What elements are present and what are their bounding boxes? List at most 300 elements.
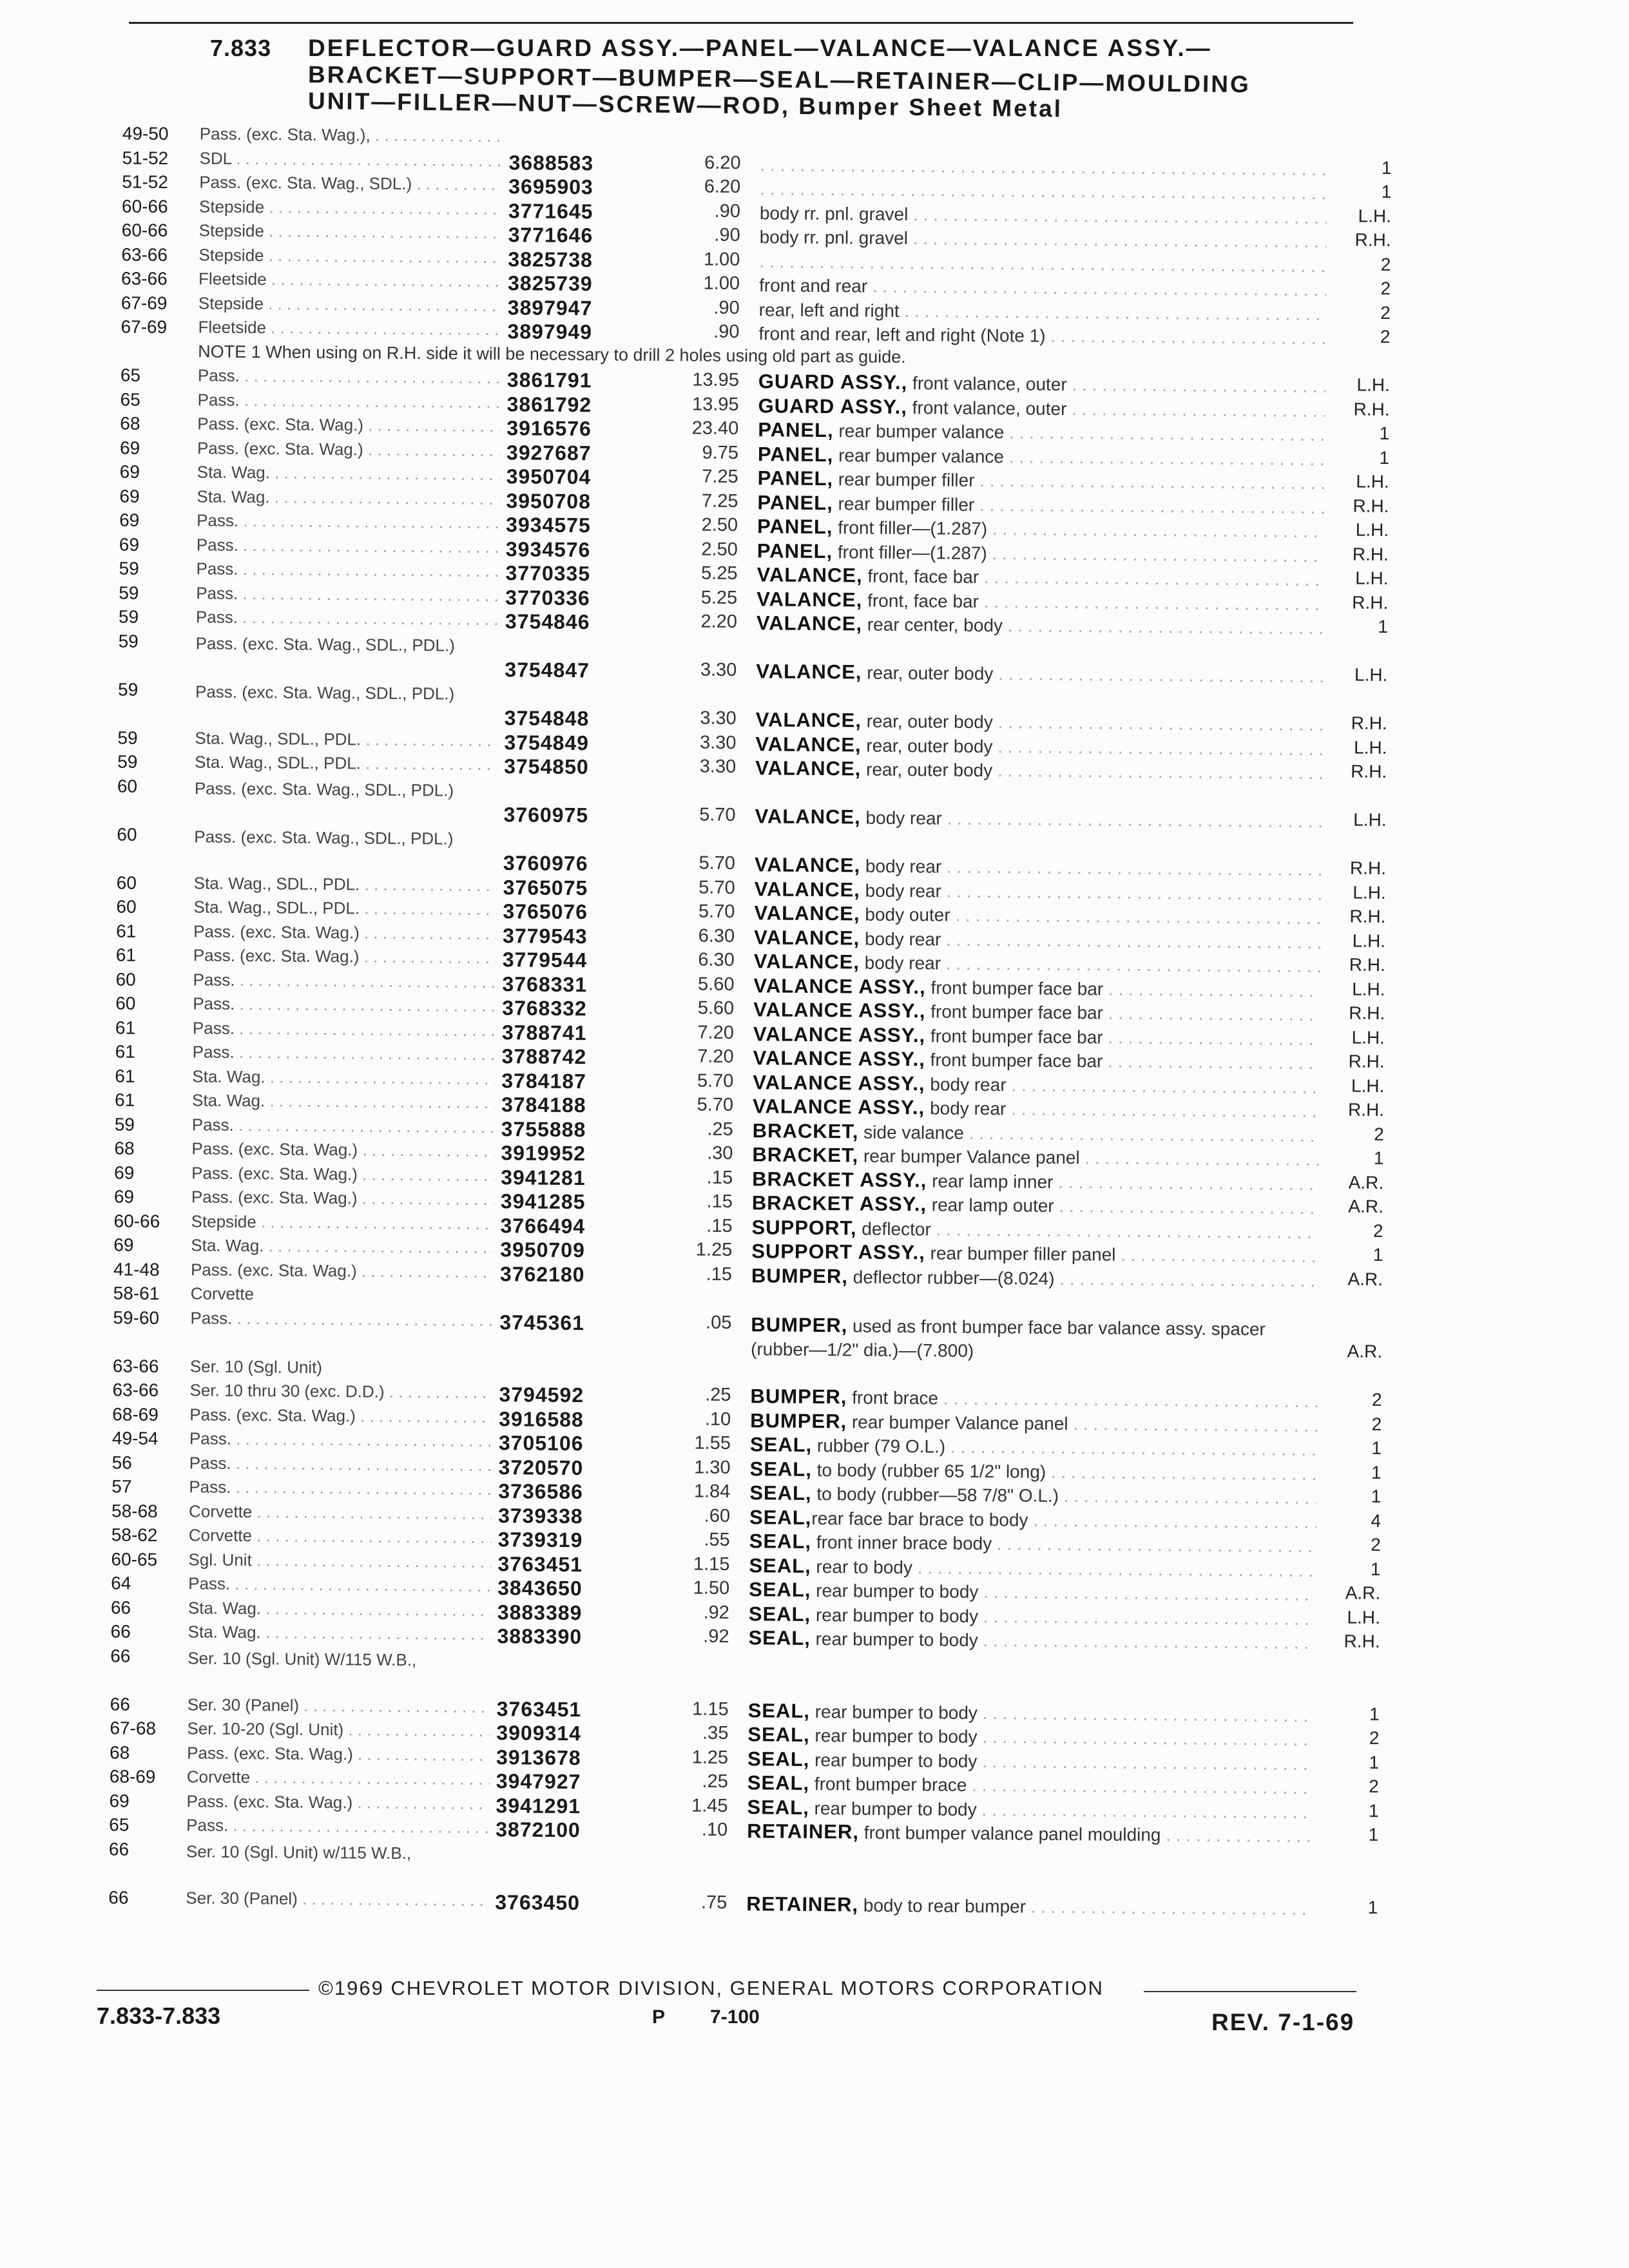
part-name xyxy=(751,1216,1318,1244)
part-name-bold: VALANCE, xyxy=(753,925,860,950)
model-year: 60-66 xyxy=(121,195,168,216)
model-description: Pass. (exc. Sta. Wag.) . . . xyxy=(191,1187,494,1209)
part-name-detail: front brace xyxy=(847,1387,939,1408)
model-year: 67-69 xyxy=(120,292,168,313)
model-year: 60 xyxy=(117,775,138,796)
part-name xyxy=(748,1626,1315,1654)
model-year: 59 xyxy=(117,751,138,772)
part-name-bold: VALANCE, xyxy=(755,732,862,756)
part-name-bold: VALANCE, xyxy=(755,756,862,780)
model-year: 60-65 xyxy=(111,1548,158,1570)
part-number: 3739319 xyxy=(497,1528,583,1552)
part-name-detail: rear bumper filler xyxy=(833,493,975,515)
part-number: 3872100 xyxy=(496,1818,581,1842)
quantity: L.H. xyxy=(1354,664,1388,685)
model-year: 66 xyxy=(110,1597,131,1618)
part-name xyxy=(749,1602,1316,1630)
part-name-detail: front bumper face bar xyxy=(925,1025,1103,1047)
part-name-detail: rear bumper to body xyxy=(811,1604,979,1626)
model-year: 69 xyxy=(113,1235,134,1255)
part-name-detail: body outer xyxy=(860,904,950,925)
list-price: 1.45 xyxy=(691,1795,728,1816)
quantity: 1 xyxy=(1368,1824,1379,1845)
part-name-detail: body rear xyxy=(860,880,942,901)
part-name-bold: PANEL, xyxy=(758,418,834,442)
model-description: Ser. 30 (Panel) . . . xyxy=(186,1888,488,1910)
part-number xyxy=(497,1673,626,1674)
list-price: .15 xyxy=(706,1264,733,1285)
part-name xyxy=(751,1240,1318,1267)
part-name-detail: rear bumper valance xyxy=(833,445,1005,466)
model-description: Sgl. Unit . . . xyxy=(188,1550,491,1572)
list-price: 1.55 xyxy=(694,1432,731,1454)
part-number: 3754847 xyxy=(505,657,590,682)
model-description: Fleetside . . . xyxy=(198,269,501,291)
quantity: R.H. xyxy=(1349,906,1386,927)
part-name-bold: BRACKET, xyxy=(752,1143,859,1167)
quantity: L.H. xyxy=(1351,1027,1385,1048)
model-description: Sta. Wag., SDL., PDL. . . . xyxy=(193,897,496,919)
model-year: 60 xyxy=(116,872,137,893)
model-description: Pass. (exc. Sta. Wag.) . . . xyxy=(197,414,500,436)
part-name xyxy=(747,1796,1314,1823)
list-price: 5.70 xyxy=(698,901,735,922)
part-name xyxy=(753,1095,1320,1122)
part-name xyxy=(760,225,1327,253)
part-name-detail: body rear xyxy=(925,1098,1007,1119)
part-name-detail: body to rear bumper xyxy=(858,1895,1027,1917)
part-name-detail: rubber (79 O.L.) xyxy=(812,1435,946,1457)
quantity: L.H. xyxy=(1353,809,1387,830)
part-number: 3897947 xyxy=(507,295,593,320)
model-description: Pass. (exc. Sta. Wag.) . . . xyxy=(191,1163,494,1186)
quantity: 2 xyxy=(1374,1124,1384,1144)
part-name-bold: VALANCE, xyxy=(754,901,860,925)
part-name-bold: BUMPER, xyxy=(751,1264,849,1287)
quantity: R.H. xyxy=(1348,1051,1385,1072)
list-price: 6.30 xyxy=(698,925,735,947)
model-year: 61 xyxy=(115,945,137,965)
model-description: Pass. . . . xyxy=(198,390,501,412)
quantity: 2 xyxy=(1380,254,1391,274)
part-number: 3770336 xyxy=(505,585,590,610)
model-description: Pass. . . . xyxy=(193,1042,496,1064)
model-description: Stepside . . . xyxy=(198,245,501,267)
part-name xyxy=(757,611,1324,639)
model-description: Ser. 30 (Panel) . . . xyxy=(188,1695,490,1717)
model-year: 69 xyxy=(119,461,140,482)
quantity: R.H. xyxy=(1347,1099,1385,1120)
part-name-bold: PANEL, xyxy=(757,490,833,514)
part-name xyxy=(750,1385,1317,1412)
part-name-bold: PANEL, xyxy=(757,515,833,539)
model-year: 68-69 xyxy=(112,1403,159,1425)
model-year: 63-66 xyxy=(112,1355,159,1376)
model-description: Stepside . . . xyxy=(199,197,502,219)
part-name-detail: side valance xyxy=(858,1122,965,1143)
part-name-detail: front bumper face bar xyxy=(925,1050,1103,1072)
copyright-text: ©1969 CHEVROLET MOTOR DIVISION, GENERAL MOTORS CORPORATION xyxy=(318,1977,1104,1999)
list-price: .92 xyxy=(703,1602,729,1623)
list-price: 1.50 xyxy=(693,1577,730,1599)
quantity: R.H. xyxy=(1349,857,1387,878)
part-number: 3825739 xyxy=(507,271,593,296)
quantity: L.H. xyxy=(1351,1075,1385,1096)
model-year: 59 xyxy=(114,1113,135,1135)
part-number: 3883390 xyxy=(497,1624,583,1649)
part-name-detail: rear lamp outer xyxy=(926,1195,1054,1216)
quantity: L.H. xyxy=(1353,882,1386,903)
list-price: .90 xyxy=(713,321,740,343)
list-price: 5.70 xyxy=(699,852,736,874)
model-description: Pass. . . . xyxy=(198,365,501,388)
list-price: 7.20 xyxy=(697,1022,735,1043)
quantity: A.R. xyxy=(1345,1582,1381,1603)
model-year: 59-60 xyxy=(113,1307,160,1328)
part-name xyxy=(751,1312,1318,1365)
part-name-bold: SEAL, xyxy=(749,1433,813,1456)
quantity: 1 xyxy=(1373,1244,1383,1265)
model-year: 63-66 xyxy=(120,268,168,289)
part-name xyxy=(749,1554,1316,1582)
model-description: Pass. (exc. Sta. Wag., SDL., PDL.) xyxy=(194,778,454,800)
model-description: Ser. 10 (Sgl. Unit) W/115 W.B., xyxy=(188,1648,417,1669)
part-number: 3883389 xyxy=(497,1600,583,1624)
part-name xyxy=(753,998,1320,1026)
model-year: 68 xyxy=(110,1742,130,1763)
part-name-bold: BRACKET ASSY., xyxy=(751,1191,927,1216)
part-name xyxy=(751,1264,1318,1292)
part-number: 3913678 xyxy=(496,1745,581,1769)
part-name-bold: VALANCE ASSY., xyxy=(753,1022,926,1046)
quantity: 1 xyxy=(1379,423,1390,443)
part-name-detail: rear, outer body xyxy=(862,662,994,684)
part-name xyxy=(758,466,1325,494)
part-name-detail: rear bumper to body xyxy=(811,1580,979,1602)
part-name-bold: SEAL, xyxy=(748,1626,811,1649)
model-year: 59 xyxy=(117,678,139,700)
quantity: 2 xyxy=(1380,278,1391,298)
model-description: Sta. Wag. . . . xyxy=(188,1598,491,1620)
quantity: L.H. xyxy=(1355,568,1389,588)
model-description: Pass. (exc. Sta. Wag., SDL., PDL.) xyxy=(195,681,455,704)
quantity xyxy=(1318,1365,1382,1366)
part-name-bold: RETAINER, xyxy=(747,1820,860,1843)
model-description: Pass. . . . xyxy=(192,1115,495,1137)
part-name-bold: SEAL, xyxy=(749,1553,811,1577)
model-description: Sta. Wag. . . . xyxy=(197,462,500,485)
model-description: Fleetside . . . xyxy=(198,317,501,340)
part-name xyxy=(757,515,1324,543)
model-description: Ser. 10-20 (Sgl. Unit) . . . xyxy=(187,1718,490,1741)
part-name xyxy=(753,1071,1320,1099)
part-name-detail: rear lamp inner xyxy=(927,1170,1054,1192)
part-number: 3916588 xyxy=(499,1407,584,1431)
model-year: 68 xyxy=(120,413,140,434)
model-description: Pass. . . . xyxy=(189,1453,492,1475)
list-price: .15 xyxy=(706,1167,733,1188)
part-number: 3760975 xyxy=(503,802,589,827)
list-price: .15 xyxy=(706,1215,733,1236)
title-line: DEFLECTOR—GUARD ASSY.—PANEL—VALANCE—VALANCE ASSY.— xyxy=(308,35,1212,61)
part-name xyxy=(759,249,1326,277)
part-name-detail: rear bumper to body xyxy=(809,1725,978,1747)
part-number: 3779544 xyxy=(502,948,588,972)
quantity: 2 xyxy=(1371,1414,1382,1434)
part-number: 3754846 xyxy=(505,610,590,634)
part-number: 3765075 xyxy=(503,875,588,899)
part-name xyxy=(753,1046,1320,1074)
part-name xyxy=(750,1433,1317,1461)
part-name-detail: rear, outer body xyxy=(861,735,993,756)
part-name xyxy=(755,756,1322,784)
list-price: .15 xyxy=(706,1191,733,1212)
part-name xyxy=(750,1409,1317,1437)
model-description: Pass. . . . xyxy=(193,994,496,1016)
part-name xyxy=(753,1023,1320,1050)
list-price: 1.15 xyxy=(692,1698,729,1720)
model-year: 61 xyxy=(116,920,137,941)
list-price: .75 xyxy=(700,1892,728,1913)
list-price: 9.75 xyxy=(702,442,739,463)
page-number xyxy=(652,2006,760,2028)
list-price: .25 xyxy=(707,1119,733,1140)
model-year: 59 xyxy=(118,630,139,651)
list-price: 1.84 xyxy=(693,1481,731,1502)
part-name-detail: body rear xyxy=(925,1073,1007,1095)
quantity: R.H. xyxy=(1352,592,1389,613)
model-year: 69 xyxy=(119,510,140,530)
part-name xyxy=(760,177,1327,204)
part-number: 3720570 xyxy=(498,1455,584,1479)
part-name xyxy=(758,443,1325,470)
part-name xyxy=(752,1143,1319,1171)
part-number: 3950709 xyxy=(500,1238,586,1262)
model-description: Pass. . . . xyxy=(196,583,499,606)
list-price: .10 xyxy=(704,1408,731,1430)
part-name xyxy=(747,1771,1315,1799)
list-price xyxy=(632,1673,729,1674)
part-name-detail: rear bumper to body xyxy=(809,1701,978,1723)
model-description: Pass. . . . xyxy=(190,1308,493,1331)
part-name-detail: body rear xyxy=(860,856,942,877)
part-name-detail: rear, outer body xyxy=(861,759,993,781)
part-number: 3927687 xyxy=(506,440,592,465)
part-name-bold: BUMPER, xyxy=(750,1408,847,1432)
part-name-detail: front and rear xyxy=(758,275,868,296)
list-price: 7.25 xyxy=(701,490,738,512)
part-name xyxy=(759,298,1326,325)
quantity: A.R. xyxy=(1348,1171,1384,1193)
quantity: 2 xyxy=(1380,326,1391,347)
part-number: 3755888 xyxy=(501,1117,586,1141)
part-name-bold: SEAL, xyxy=(747,1698,811,1722)
quantity: L.H. xyxy=(1356,471,1389,492)
model-description: Sta. Wag. . . . xyxy=(197,486,499,509)
page-letter: P xyxy=(652,2006,666,2028)
part-name-detail: body rr. pnl. gravel xyxy=(759,227,909,249)
part-name xyxy=(757,491,1324,519)
list-price: .90 xyxy=(713,297,740,318)
part-name xyxy=(758,418,1325,446)
quantity: 2 xyxy=(1371,1389,1382,1410)
part-number: 3825738 xyxy=(508,247,593,271)
part-name xyxy=(755,878,1322,905)
part-number: 3754848 xyxy=(504,706,590,730)
part-name-bold: VALANCE, xyxy=(756,659,862,684)
list-price: 7.20 xyxy=(697,1046,734,1067)
list-price: 5.60 xyxy=(697,997,735,1019)
model-description: Pass. . . . xyxy=(197,510,499,533)
list-price: 3.30 xyxy=(699,756,737,778)
part-name-detail: body rear xyxy=(860,807,942,829)
part-name xyxy=(753,1119,1320,1147)
model-description: Ser. 10 thru 30 (exc. D.D.) . . . xyxy=(189,1380,492,1403)
part-number: 3771646 xyxy=(508,223,593,247)
part-name-detail: to body (rubber 65 1/2" long) xyxy=(811,1459,1046,1482)
model-year: 58-62 xyxy=(111,1524,158,1545)
part-number: 3745361 xyxy=(499,1310,585,1334)
part-name xyxy=(756,708,1323,736)
model-description: Stepside . . . xyxy=(199,220,502,243)
page-number-value: 7-100 xyxy=(710,2006,760,2028)
model-description: Pass. . . . xyxy=(186,1815,489,1838)
part-name-detail: front and rear, left and right (Note 1) xyxy=(758,323,1046,346)
part-name xyxy=(748,1699,1315,1727)
part-name xyxy=(747,1820,1314,1847)
model-year: 65 xyxy=(120,365,141,385)
model-year: 69 xyxy=(114,1162,135,1183)
part-number: 3861791 xyxy=(506,368,592,392)
part-name xyxy=(756,660,1323,687)
quantity: L.H. xyxy=(1358,206,1392,226)
parts-list xyxy=(0,122,1629,1923)
part-name-bold: BUMPER, xyxy=(751,1312,848,1336)
quantity: 1 xyxy=(1373,1148,1384,1168)
quantity xyxy=(1315,1679,1380,1680)
model-year: 68-69 xyxy=(109,1766,156,1787)
list-price: 2.50 xyxy=(701,514,738,536)
list-price: 1.00 xyxy=(703,273,740,294)
quantity: R.H. xyxy=(1349,954,1385,975)
part-name-bold: SEAL, xyxy=(749,1530,812,1553)
part-name-detail: front bumper valance panel moulding xyxy=(858,1822,1161,1845)
part-number: 3688583 xyxy=(508,150,594,175)
part-name-detail: front bumper face bar xyxy=(925,977,1104,999)
part-name-bold: BRACKET ASSY., xyxy=(752,1167,927,1191)
model-year: 65 xyxy=(109,1814,130,1835)
part-number: 3766494 xyxy=(500,1213,586,1238)
model-description: Pass. (exc. Sta. Wag.) . . . xyxy=(197,438,500,461)
part-number: 3788742 xyxy=(501,1044,587,1069)
part-name-detail: front bumper face bar xyxy=(925,1001,1104,1023)
part-number: 3784187 xyxy=(501,1068,587,1093)
part-name-bold: SEAL, xyxy=(749,1505,812,1529)
part-number: 3760976 xyxy=(503,850,588,875)
part-number: 3736586 xyxy=(498,1479,584,1504)
part-name xyxy=(749,1457,1316,1485)
part-name-detail: body rr. pnl. gravel xyxy=(759,202,909,224)
part-name xyxy=(754,926,1321,954)
list-price: .35 xyxy=(702,1722,729,1744)
model-year: 58-68 xyxy=(111,1500,158,1521)
model-description: Pass. . . . xyxy=(196,559,499,581)
note-text: NOTE 1 When using on R.H. side it will be necessary to drill 2 holes using old part as guide. xyxy=(198,341,906,367)
model-year: 58-61 xyxy=(113,1283,160,1303)
part-name xyxy=(753,974,1320,1002)
quantity: 2 xyxy=(1369,1727,1380,1748)
part-name-bold: PANEL, xyxy=(757,466,834,490)
quantity: 1 xyxy=(1371,1462,1382,1483)
part-name-detail: body rear xyxy=(859,952,941,974)
list-price: .10 xyxy=(701,1819,728,1840)
top-rule xyxy=(129,22,1353,24)
model-description: Ser. 10 (Sgl. Unit) w/115 W.B., xyxy=(186,1841,412,1863)
part-name xyxy=(749,1506,1316,1533)
quantity: L.H. xyxy=(1353,737,1387,758)
part-name-detail: rear bumper to body xyxy=(809,1749,978,1771)
part-number xyxy=(496,1866,624,1867)
quantity: 1 xyxy=(1378,616,1389,637)
model-description: Corvette xyxy=(190,1283,255,1304)
part-name xyxy=(752,1168,1319,1195)
part-name xyxy=(749,1578,1316,1606)
model-year: 61 xyxy=(114,1090,135,1110)
quantity: 1 xyxy=(1381,157,1392,178)
part-name-bold: VALANCE ASSY., xyxy=(753,974,926,998)
quantity: R.H. xyxy=(1344,1631,1380,1651)
part-name-detail: front bumper brace xyxy=(809,1773,967,1795)
list-price: 1.25 xyxy=(695,1239,733,1260)
part-name-bold: BUMPER, xyxy=(750,1385,847,1408)
part-name-bold: SEAL, xyxy=(749,1457,813,1481)
part-number: 3794592 xyxy=(499,1383,584,1407)
model-description: SDL . . . xyxy=(199,148,502,171)
list-price: 5.70 xyxy=(699,804,736,825)
quantity: R.H. xyxy=(1353,495,1389,516)
part-name xyxy=(754,950,1321,977)
quantity: R.H. xyxy=(1351,761,1387,782)
part-name-detail: rear to body xyxy=(811,1556,913,1577)
model-description: Pass. . . . xyxy=(197,535,499,557)
model-description: Stepside . . . xyxy=(198,293,501,316)
part-name-detail: rear bumper Valance panel xyxy=(858,1146,1080,1168)
model-description: Corvette . . . xyxy=(189,1525,492,1548)
part-name-bold: BRACKET, xyxy=(752,1119,859,1143)
part-number: 3950704 xyxy=(506,465,592,489)
model-description: Pass. (exc. Sta. Wag., SDL., PDL.) xyxy=(195,633,455,655)
list-price: 3.30 xyxy=(700,659,737,680)
part-name xyxy=(760,153,1327,180)
part-name-bold: VALANCE, xyxy=(757,587,863,611)
part-name xyxy=(754,901,1321,929)
model-year: 60 xyxy=(116,896,137,917)
part-number: 3770335 xyxy=(505,561,591,586)
list-price: 2.50 xyxy=(701,539,738,560)
quantity: 2 xyxy=(1380,302,1391,323)
part-name-detail: rear, outer body xyxy=(861,711,993,732)
quantity: 2 xyxy=(1371,1534,1381,1555)
footer-rule xyxy=(97,1990,309,1991)
part-number: 3695903 xyxy=(508,175,593,199)
model-year: 64 xyxy=(111,1573,131,1593)
quantity: R.H. xyxy=(1354,229,1391,250)
model-description: Pass. (exc. Sta. Wag.) . . . xyxy=(186,1791,489,1814)
quantity: 1 xyxy=(1370,1559,1381,1579)
part-number: 3950708 xyxy=(506,488,592,513)
list-price: .90 xyxy=(714,224,740,246)
list-price: .60 xyxy=(704,1505,731,1526)
